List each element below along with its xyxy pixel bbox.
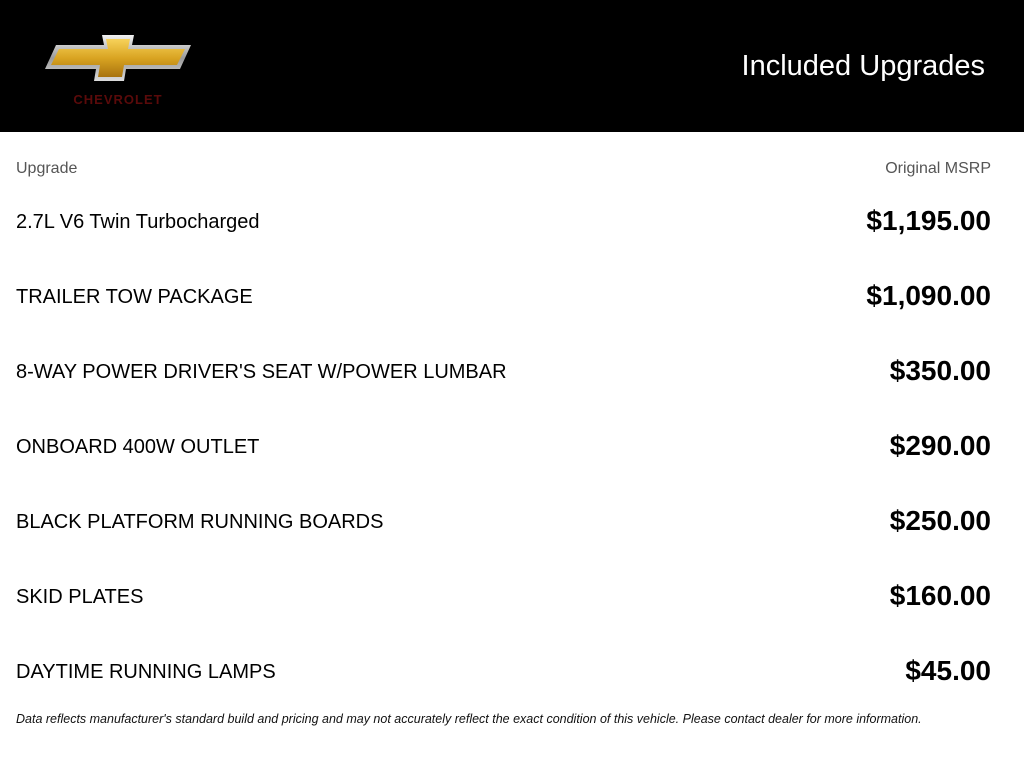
upgrade-name: DAYTIME RUNNING LAMPS: [16, 661, 276, 683]
upgrade-name: ONBOARD 400W OUTLET: [16, 436, 260, 458]
upgrade-price: $1,090.00: [866, 280, 991, 311]
upgrade-name: 8-WAY POWER DRIVER'S SEAT W/POWER LUMBAR: [16, 361, 507, 383]
table-row: [16, 335, 991, 410]
upgrade-list: [16, 185, 991, 710]
upgrade-name: BLACK PLATFORM RUNNING BOARDS: [16, 511, 384, 533]
table-row: [16, 560, 991, 635]
upgrade-name: SKID PLATES: [16, 586, 144, 608]
table-row: [16, 410, 991, 485]
disclaimer-text: Data reflects manufacturer's standard build and pricing and may not accurately reflect the exact condition of this vehicle. Please contact dealer for more information.: [16, 712, 922, 726]
logo-wordmark: CHEVROLET: [73, 92, 163, 107]
upgrade-name: 2.7L V6 Twin Turbocharged: [16, 211, 260, 233]
table-header: [16, 160, 991, 180]
table-row: [16, 485, 991, 560]
upgrade-price: $160.00: [889, 580, 991, 611]
upgrade-name: TRAILER TOW PACKAGE: [16, 286, 253, 308]
table-row: [16, 185, 991, 260]
column-header-msrp: Original MSRP: [885, 160, 991, 177]
upgrade-price: $350.00: [889, 355, 991, 386]
table-row: [16, 635, 991, 710]
upgrade-price: $45.00: [905, 655, 991, 686]
header-bar: [0, 0, 1024, 132]
page-title: Included Upgrades: [741, 50, 985, 82]
upgrade-price: $250.00: [889, 505, 991, 536]
upgrade-price: $1,195.00: [866, 205, 991, 236]
upgrade-price: $290.00: [889, 430, 991, 461]
chevrolet-logo: [44, 33, 192, 111]
column-header-upgrade: Upgrade: [16, 160, 78, 177]
table-row: [16, 260, 991, 335]
